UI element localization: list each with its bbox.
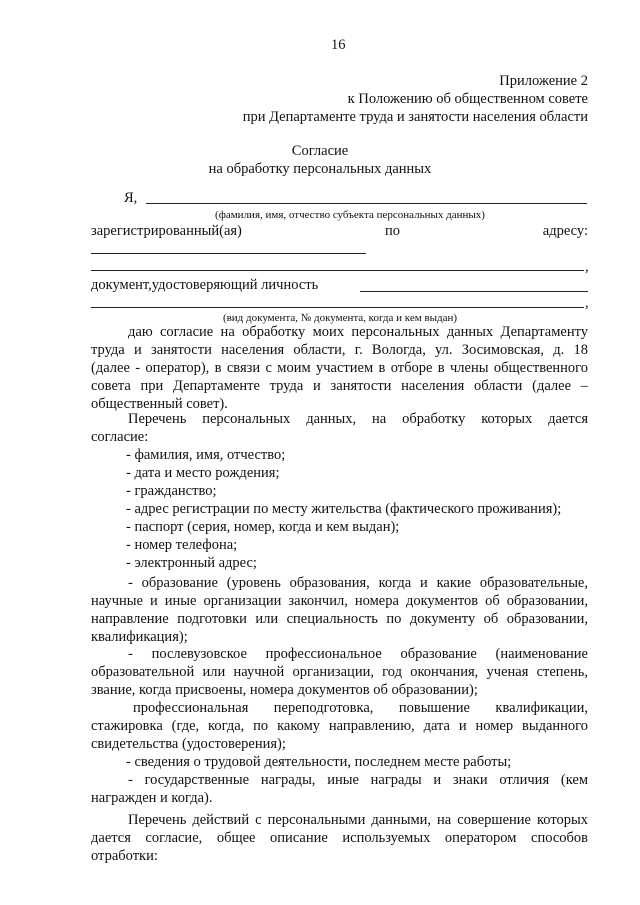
list-intro-line: согласие:	[91, 429, 149, 445]
actions-intro-line: отработки:	[91, 848, 158, 864]
education-line: направление подготовки или специальность по документу об образовании,	[91, 611, 588, 627]
po-label: по	[385, 223, 401, 239]
address-label: адресу:	[542, 223, 588, 239]
document-field-line-2[interactable]	[91, 307, 584, 308]
list-item: - электронный адрес;	[126, 555, 257, 571]
consent-line: совета при Департаменте труда и занятости населения области (далее –	[91, 378, 588, 394]
fio-caption: (фамилия, имя, отчество субъекта персональных данных)	[215, 209, 485, 221]
education-line: квалификация);	[91, 629, 188, 645]
training-line: стажировка (где, когда, по какому направлению, дата и номер выданного	[91, 718, 588, 734]
education-line: научные и иные организации закончил, номера документов об образовании,	[91, 593, 588, 609]
education-line: - образование (уровень образования, когда и какие образовательные,	[128, 575, 588, 591]
document-title: Согласие	[291, 143, 349, 159]
postgrad-line: образовательной или научной организации, год окончания, ученая степень,	[91, 664, 588, 680]
awards-line: награжден и когда).	[91, 790, 213, 806]
fio-field-line[interactable]	[146, 203, 587, 204]
list-intro-line: Перечень персональных данных, на обработку которых дается	[128, 411, 588, 427]
list-item: - паспорт (серия, номер, когда и кем выдан);	[126, 519, 400, 535]
address-comma: ,	[585, 259, 589, 275]
postgrad-line: - послевузовское профессиональное образование (наименование	[128, 646, 588, 662]
document-caption: (вид документа, № документа, когда и кем выдан)	[222, 312, 458, 324]
actions-intro-line: дается согласие, общее описание используемых оператором способов	[91, 830, 588, 846]
address-field-line-1[interactable]	[91, 253, 366, 254]
list-item: - адрес регистрации по месту жительства (фактического проживания);	[126, 501, 562, 517]
i-label: Я,	[124, 190, 138, 206]
consent-line: общественный совет).	[91, 396, 228, 412]
list-item: - дата и место рождения;	[126, 465, 280, 481]
consent-line: (далее - оператор), в связи с моим участием в отборе в члены общественного	[91, 360, 588, 376]
consent-line: даю согласие на обработку моих персональных данных Департаменту	[128, 324, 588, 340]
document-field-line-1[interactable]	[360, 291, 588, 292]
appendix-label: Приложение 2	[499, 73, 588, 89]
document-label: документ,удостоверяющий личность	[91, 277, 319, 293]
list-item: - номер телефона;	[126, 537, 238, 553]
list-item: - гражданство;	[126, 483, 217, 499]
document-comma: ,	[585, 295, 589, 311]
registered-label: зарегистрированный(ая)	[91, 223, 242, 239]
list-item: - фамилия, имя, отчество;	[126, 447, 286, 463]
consent-line: труда и занятости населения области, г. Вологда, ул. Зосимовская, д. 18	[91, 342, 588, 358]
postgrad-line: звание, когда присвоены, номера документов об образовании);	[91, 682, 478, 698]
address-field-line-2[interactable]	[91, 270, 584, 271]
training-line: профессиональная переподготовка, повышение квалификации,	[133, 700, 588, 716]
page-number: 16	[331, 37, 346, 53]
awards-line: - государственные награды, иные награды и знаки отличия (кем	[128, 772, 588, 788]
training-line: свидетельства (удостоверения);	[91, 736, 286, 752]
work-item: - сведения о трудовой деятельности, последнем месте работы;	[126, 754, 512, 770]
document-subtitle: на обработку персональных данных	[208, 161, 432, 177]
appendix-department: при Департаменте труда и занятости населения области	[242, 109, 588, 125]
appendix-regulation: к Положению об общественном совете	[347, 91, 588, 107]
actions-intro-line: Перечень действий с персональными данными, на совершение которых	[128, 812, 588, 828]
